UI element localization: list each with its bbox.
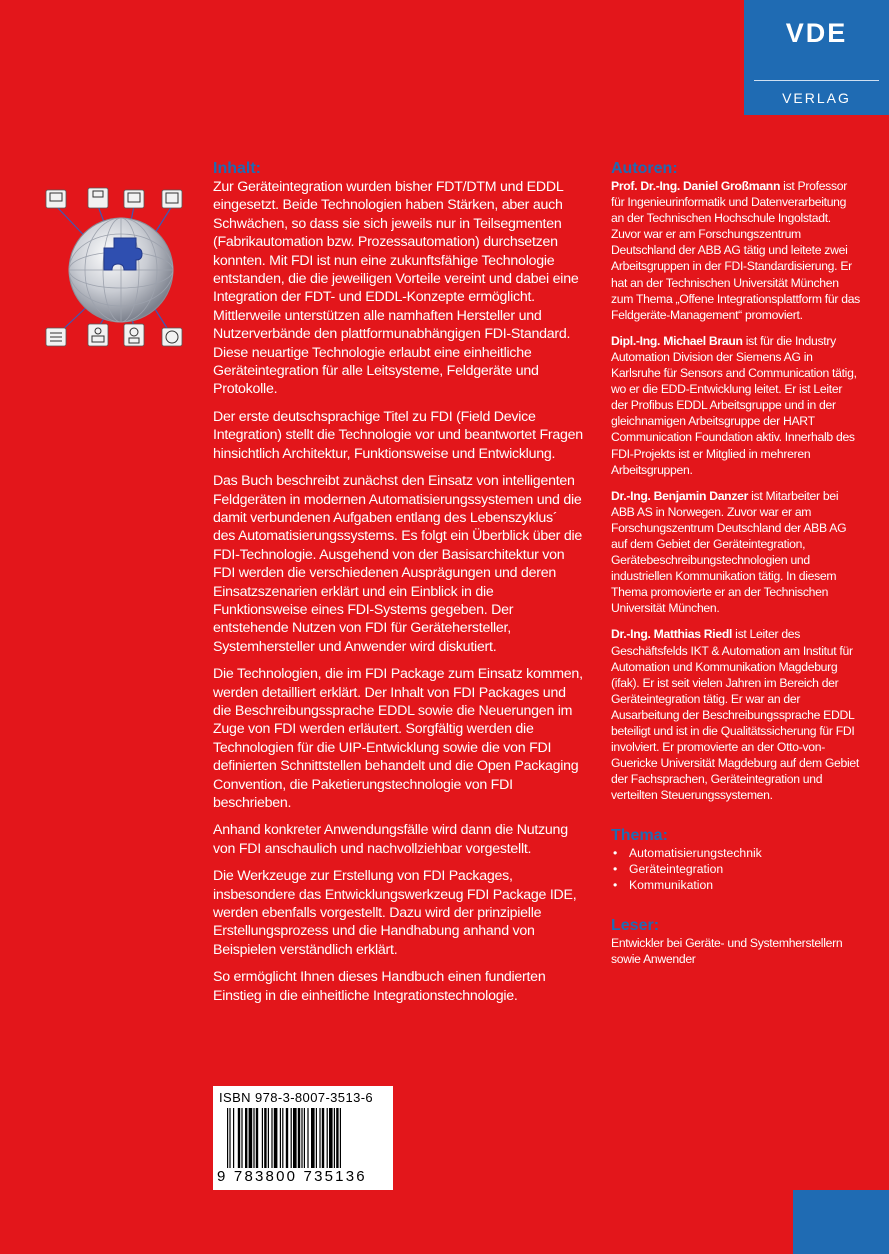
content-paragraph: Anhand konkreter Anwendungsfälle wird dann die Nutzung von FDI anschaulich und nachvollziehbar vorgestellt. bbox=[213, 822, 568, 857]
content-paragraph: Die Technologien, die im FDI Package zum Einsatz kommen, werden detailliert erklärt. Der Inhalt von FDI Packages und die Beschreibungssprache EDDL sowie die Neuerungen im Zuge von FDI werden erläutert. Sorgfältig werden die Technologien für die UIP-Entwicklung sowie die von FDI definierten Schnittstellen behandelt und die Open Packaging Convention, die Paketierungstechnologie von FDI beschrieben. bbox=[213, 666, 583, 811]
topics-heading: Thema: bbox=[611, 827, 668, 845]
author-name: Dr.-Ing. Benjamin Danzer bbox=[611, 488, 749, 503]
topics-list bbox=[611, 845, 861, 893]
ean-number: 9 783800 735136 bbox=[217, 1168, 367, 1185]
author-name: Dipl.-Ing. Michael Braun bbox=[611, 333, 743, 348]
author-bio bbox=[611, 488, 861, 617]
corner-accent-block bbox=[793, 1190, 889, 1254]
readers-heading: Leser: bbox=[611, 917, 660, 935]
vde-verlag-logo bbox=[744, 0, 889, 115]
isbn-barcode bbox=[213, 1086, 393, 1190]
author-text: ist für die Industry Automation Division der Siemens AG in Karlsruhe für Sensors and Communication tätig, wo er die EDD-Entwicklung leitet. Er ist Leiter der Profibus EDDL Arbeitsgruppe und in der gleichnamigen Arbeitsgruppe der HART Communication Foundation aktiv. Innerhalb des FDI-Projekts ist er Mitglied in mehreren Arbeitsgruppen. bbox=[611, 333, 857, 477]
sidebar-column bbox=[611, 160, 861, 967]
content-paragraph: Zur Geräteintegration wurden bisher FDT/DTM und EDDL eingesetzt. Beide Technologien haben Stärken, aber auch Schwächen, so dass sie sich jeweils nur in Teilsegmenten (Fabrikautomation bzw. Prozessautomation) durchsetzen konnten. Mit FDI ist nun eine zukunftsfähige Technologie entstanden, die die jeweiligen Vorteile vereint und dabei eine Integration der FDT- und EDDL-Konzepte ermöglicht. Mittlerweile unterstützen alle namhaften Hersteller und Nutzerverbände den plattformunabhängigen FDI-Standard. Diese neuartige Technologie erlaubt eine einheitliche Geräteintegration für alle Leitsysteme, Feldgeräte und Protokolle. bbox=[213, 179, 579, 398]
section-spacer bbox=[611, 903, 861, 917]
content-paragraph: So ermöglicht Ihnen dieses Handbuch einen fundierten Einstieg in die einheitliche Integrationstechnologie. bbox=[213, 969, 546, 1004]
logo-divider bbox=[754, 80, 879, 81]
barcode-bars-icon bbox=[227, 1108, 385, 1168]
globe-icon bbox=[69, 218, 173, 322]
author-text: ist Professor für Ingenieurinformatik und Datenverarbeitung an der Technischen Hochschule Ingolstadt. Zuvor war er am Forschungszentrum Deutschland der ABB AG tätig und leitete zwei Arbeitsgruppen in der FDI-Standardisierung. Er hat an der Technischen Universität München zum Thema „Offene Integrationsplattform für das Feldgeräte-Management“ promoviert. bbox=[611, 179, 860, 322]
list-item: • Geräteintegration bbox=[611, 861, 861, 877]
logo-verlag-text: VERLAG bbox=[782, 90, 851, 106]
author-name: Dr.-Ing. Matthias Riedl bbox=[611, 627, 733, 642]
list-item: • Automatisierungstechnik bbox=[611, 845, 861, 861]
author-bio bbox=[611, 178, 861, 323]
section-spacer bbox=[611, 813, 861, 827]
logo-vde-text: VDE bbox=[785, 18, 848, 48]
author-text: ist Leiter des Geschäftsfelds IKT & Automation am Institut für Automation und Kommunikation Magdeburg (ifak). Er ist seit vielen Jahren im Bereich der Geräteintegration tätig. Er war an der Ausarbeitung der Beschreibungssprache EDDL beteiligt und ist in die Qualitätssicherung für FDI involviert. Er promovierte an der Otto-von-Guericke Universität Magdeburg auf dem Gebiet der Fachsprachen, Geräteintegration und verteilten Steuerungssystemen. bbox=[611, 627, 859, 803]
content-column bbox=[213, 160, 583, 1014]
list-item: • Kommunikation bbox=[611, 877, 861, 893]
author-text: ist Mitarbeiter bei ABB AS in Norwegen. Zuvor war er am Forschungszentrum Deutschland der ABB AG auf dem Gebiet der Geräteintegration, Gerätebeschreibungstechnologien und industriellen Kommunikation tätig. In diesem Thema promovierte er an der Technischen Universität München. bbox=[611, 488, 847, 616]
content-heading: Inhalt: bbox=[213, 160, 261, 177]
content-paragraph: Die Werkzeuge zur Erstellung von FDI Packages, insbesondere das Entwicklungswerkzeug FDI Package IDE, werden ebenfalls vorgestellt. Dazu wird der prinzipielle Erstellungsprozess und die Handhabung anhand von Beispielen verständlich erklärt. bbox=[213, 868, 577, 958]
readers-text: Entwickler bei Geräte- und Systemherstellern sowie Anwender bbox=[611, 936, 843, 967]
content-paragraph: Der erste deutschsprachige Titel zu FDI (Field Device Integration) stellt die Technologie vor und beantwortet Fragen hinsichtlich Architektur, Funktionsweise und Entwicklung. bbox=[213, 408, 583, 462]
globe-network-illustration bbox=[44, 178, 194, 363]
isbn-number: ISBN 978-3-8007-3513-6 bbox=[219, 1090, 374, 1105]
content-paragraph: Das Buch beschreibt zunächst den Einsatz von intelligenten Feldgeräten in modernen Automatisierungssystemen und die damit verbundenen Aufgaben entlang des Lebenszyklus´ des Automatisierungssystems. Es folgt ein Überblick über die FDI-Technologie. Ausgehend von der Basisarchitektur von FDI werden die verschiedenen Ausprägungen und deren Einsatzszenarien erklärt und ein Einblick in die Funktionsweise eines FDI-Systems gegeben. Der entstehende Nutzen von FDI für Gerätehersteller, Systemhersteller und Anwender wird diskutiert. bbox=[213, 473, 583, 655]
author-bio bbox=[611, 626, 861, 803]
author-name: Prof. Dr.-Ing. Daniel Großmann bbox=[611, 179, 781, 193]
author-bio bbox=[611, 333, 861, 478]
authors-heading: Autoren: bbox=[611, 160, 678, 177]
